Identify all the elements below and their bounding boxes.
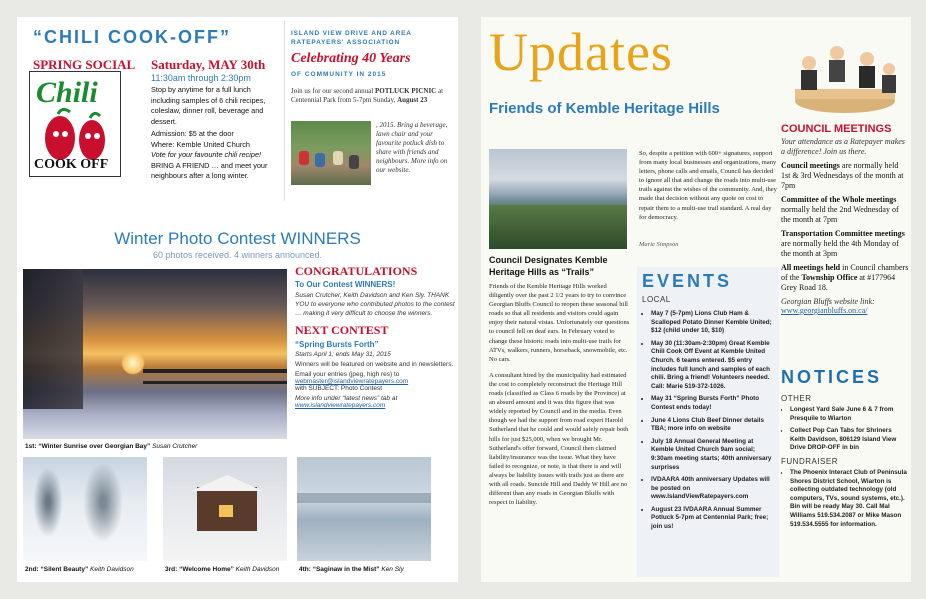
meeting-icon — [785, 39, 903, 121]
congrats-section — [295, 262, 455, 477]
person-shape — [315, 153, 325, 167]
notices-fundraiser: FUNDRAISER — [781, 456, 839, 466]
event-item: • May 30 (11:30am-2:30pm) Great Kemble Chili Cook Off Event at Kemble United Church. 6 teams entered. $5 entry includes full lunch and samples of each chili. Bring a friend! Volunteers needed. Call: Marie 519-372-1026. — [651, 340, 776, 392]
council-meetings-rest: are normally held 1st & 3rd Wednesdays of the month at 7pm — [781, 161, 904, 190]
fence-shape — [143, 381, 287, 384]
other-list — [781, 406, 909, 453]
logo-text-top: Chili — [36, 76, 98, 109]
email-intro: Email your entries (jpeg, high res) to — [295, 371, 400, 378]
caption-3rd-name: Keith Davidson — [233, 566, 280, 573]
chili-admission: Admission: $5 at the door — [151, 129, 234, 138]
notice-item: • Collect Pop Can Tabs for Shriners Keith Davidson, 806129 Island View Drive DROP-OFF in bin — [790, 427, 909, 453]
notice-item: • The Phoenix Interact Club of Peninsula Shores District School, Wiarton is collecting outdated technology (old computers, TVs, sound systems, etc.). Bin will be ready May 30. Call Mal Williams 519.534.2087 or Mike Mason 519.534.5555 for information. — [790, 469, 909, 529]
caption-1st-title: 1st: “Winter Sunrise over Georgian Bay” — [25, 443, 151, 450]
events-list — [642, 310, 776, 536]
potluck-more — [376, 121, 450, 175]
potluck-name: POTLUCK PICNIC — [374, 87, 437, 95]
cow-meetings — [781, 195, 909, 225]
hill-shape — [489, 205, 627, 249]
chili-logo — [29, 71, 121, 177]
article-col2 — [639, 149, 777, 249]
caption-1st-name: Susan Crutcher — [150, 443, 198, 450]
more-info-text: More info under “latest news” tab at — [295, 395, 398, 402]
chili-desc: Stop by anytime for a full lunch including samples of 6 chili recipes, coleslaw, dinner roll, beverage and dessert. — [151, 85, 266, 126]
photo-silent-beauty — [23, 457, 147, 561]
potluck-more-info: More info on our website. — [376, 157, 448, 174]
chili-section — [23, 21, 283, 201]
article-para3: So, despite a petition with 600+ signatures, support from many local businesses and organizations, many letters, phone calls and emails, Council has decided to ignore all that and change the roads into multi-use trails against the wishes of the community. And, they made that decision without any quote on cost to repair them to a multi-use trail standard. A real day for democracy. — [639, 150, 777, 221]
window-light — [219, 505, 233, 517]
notices-title: NOTICES — [781, 367, 883, 387]
all-meetings-rest: in Council chambers of the — [781, 263, 909, 282]
shoreline-shape — [297, 493, 431, 503]
next-contest-dates: Starts April 1; ends May 31, 2015 — [295, 351, 391, 358]
chili-details — [151, 85, 281, 182]
next-contest-title: NEXT CONTEST — [295, 323, 389, 337]
caption-2nd-name: Keith Davidson — [88, 566, 134, 573]
township-office: Township Office — [801, 273, 858, 282]
chili-vote: Vote for your favourite chili recipe! — [151, 150, 262, 159]
logo-text-bottom: COOK OFF — [34, 157, 109, 172]
tree-shape — [83, 462, 123, 542]
events-title: EVENTS — [642, 271, 733, 291]
association-section — [284, 21, 454, 201]
roof-shape — [191, 475, 263, 491]
cow-meetings-rest: normally held the 2nd Wednesday of the month at 7pm — [781, 205, 899, 224]
council-title: COUNCIL MEETINGS — [781, 123, 892, 135]
congrats-subtitle: To Our Contest WINNERS! — [295, 280, 396, 289]
events-section — [637, 267, 779, 577]
spring-social: SPRING SOCIAL — [33, 57, 136, 72]
tree-shape — [33, 467, 63, 537]
email-subject: with SUBJECT: Photo Contest — [295, 385, 383, 392]
fund-list — [781, 469, 909, 529]
chili-bring: BRING A FRIEND … and meet your neighbours after a long winter. — [151, 160, 268, 180]
person-shape — [349, 155, 359, 169]
chili-title: “CHILI COOK-OFF” — [33, 27, 231, 47]
congrats-title: CONGRATULATIONS — [295, 264, 418, 278]
caption-1st — [25, 443, 197, 450]
cow-meetings-bold: Committee of the Whole meetings — [781, 195, 897, 204]
caption-3rd-title: 3rd: “Welcome Home” — [165, 566, 234, 573]
next-contest-featured: Winners will be featured on website and in newsletters. — [295, 361, 454, 368]
caption-4th — [299, 566, 404, 573]
potluck-date: August 23 — [397, 96, 428, 104]
article-para1: Friends of the Kemble Heritage Hills worked diligently over the past 2 1/2 years to try to convince Georgian Bluffs Council to reopen these seasonal hill roads so that all residents and visitors could again enjoy their natural vistas. Unfortunately our questions to council fell on deaf ears. In February voted to change these historic roads into multi-use trails for ATVs, walkers, runners, horseback, snowmobile, etc. No cars. — [489, 283, 630, 363]
right-page — [481, 17, 911, 582]
updates-title: Updates — [489, 22, 673, 82]
community-label: OF COMMUNITY IN 2015 — [291, 71, 387, 78]
updates-subtitle: Friends of Kemble Heritage Hills — [489, 100, 720, 117]
association-heading: ISLAND VIEW DRIVE AND AREA RATEPAYERS' ASSOCIATION — [291, 30, 412, 46]
website-label: Georgian Bluffs website link: — [781, 297, 875, 306]
next-contest-name: “Spring Bursts Forth” — [295, 340, 379, 349]
person-shape — [333, 151, 343, 165]
picnic-photo — [291, 121, 371, 185]
article-col1 — [489, 282, 631, 507]
event-item: • July 18 Annual General Meeting at Kemble United Church 9am social; 9:30am meeting starts; 40th anniversary surprises — [651, 438, 776, 472]
all-meetings-bold: All meetings held — [781, 263, 841, 272]
event-item: • August 23 IVDAARA Annual Summer Potluck 5-7pm at Centennial Park; free; join us! — [651, 506, 776, 532]
celebrating-title: Celebrating 40 Years — [291, 51, 411, 66]
meeting-illustration — [785, 39, 903, 121]
trans-meetings — [781, 229, 909, 259]
trans-meetings-bold: Transportation Committee meetings — [781, 229, 905, 238]
event-item: • May 31 “Spring Bursts Forth” Photo Contest ends today! — [651, 395, 776, 412]
event-item: • May 7 (5-7pm) Lions Club Ham & Scalloped Potato Dinner Kemble United; $12 (child under 10, $10) — [651, 310, 776, 336]
trans-meetings-rest: are normally held the 4th Monday of the month at 3pm — [781, 239, 899, 258]
article-para2: A consultant hired by the municipality had estimated the cost to completely reconstruct the Heritage Hill roads (classified as Class 6 roads by the Province) at an absurd amount and it was this figure that was widely reported by Council and in the media. Even though we had the support from road expert Harold Sutherland that he could and would safely repair both hills for just $25,000, when we brought Mr. Sutherland's offer forward, Council then claimed liability/insurance was the issue. What they have failed to recognize, or note, is that there is and will always be liability issues with trails just as there are with all roads. Suncide Hill and Daddy W Hill are no different than any roads in Georgian Bluffs with respect to liability. — [489, 371, 629, 507]
caption-4th-name: Ken Sly — [379, 566, 404, 573]
potluck-text — [291, 87, 451, 105]
congrats-body: Susan Crutcher, Keith Davidson and Ken Sly. THANK YOU to everyone who contributed photos to the contest … making it very difficult to choose the winners. — [295, 292, 455, 317]
notices-other: OTHER — [781, 394, 812, 403]
photo-kemble-hills — [489, 149, 627, 249]
all-meetings — [781, 263, 909, 293]
article-author: Marie Simpson — [639, 240, 679, 248]
georgian-bluffs-link[interactable]: www.georgianbluffs.on.ca/ — [781, 306, 868, 315]
notice-item: • Longest Yard Sale June 6 & 7 from Presquile to Wiarton — [790, 406, 909, 423]
township-address: at #177964 Grey Road 18. — [781, 273, 896, 292]
chili-where: Where: Kemble United Church — [151, 139, 250, 149]
events-local: LOCAL — [642, 295, 671, 304]
winter-subtitle: 60 photos received. 4 winners announced. — [152, 250, 323, 260]
left-page — [17, 17, 458, 582]
website-link[interactable]: www.islandviewratepayers.com — [295, 402, 386, 409]
caption-3rd — [165, 566, 279, 573]
event-item: • June 4 Lions Club Beef Dinner details TBA; more info on website — [651, 417, 776, 434]
potluck-line2: at Centennial Park from 5-7pm Sunday, — [291, 87, 444, 104]
photo-winter-sunrise — [23, 269, 287, 439]
caption-2nd-title: 2nd: “Silent Beauty” — [25, 566, 89, 573]
potluck-line3: , 2015. Bring a beverage, lawn chair and your favourite potluck dish to share with friends and neighbours. — [376, 121, 448, 165]
email-link[interactable]: webmaster@islandviewratepayers.com — [295, 378, 409, 385]
fence-shape — [143, 369, 287, 373]
council-meetings-bold: Council meetings — [781, 161, 840, 170]
notices-section — [781, 367, 909, 577]
potluck-line1: Join us for our second annual — [291, 87, 375, 95]
chili-date: Saturday, MAY 30th — [151, 57, 266, 72]
caption-4th-title: 4th: “Saginaw in the Mist” — [299, 566, 380, 573]
chili-time: 11:30am through 2:30pm — [151, 73, 251, 83]
winter-title: Winter Photo Contest WINNERS — [114, 229, 361, 248]
council-meetings — [781, 161, 909, 191]
council-intro: Your attendance as a Ratepayer makes a difference! Join us there. — [781, 137, 905, 156]
person-shape — [299, 151, 309, 165]
article-headline: Council Designates Kemble Heritage Hills as “Trails” — [489, 255, 608, 277]
sun-shape — [121, 351, 145, 375]
caption-2nd — [25, 566, 134, 573]
tree-silhouette — [23, 269, 83, 409]
photo-welcome-home — [163, 457, 287, 561]
event-item: • IVDAARA 40th anniversary Updates will be posted on www.IslandViewRatepayers.com — [651, 476, 776, 502]
photo-saginaw-mist — [297, 457, 431, 561]
council-section — [781, 121, 909, 351]
